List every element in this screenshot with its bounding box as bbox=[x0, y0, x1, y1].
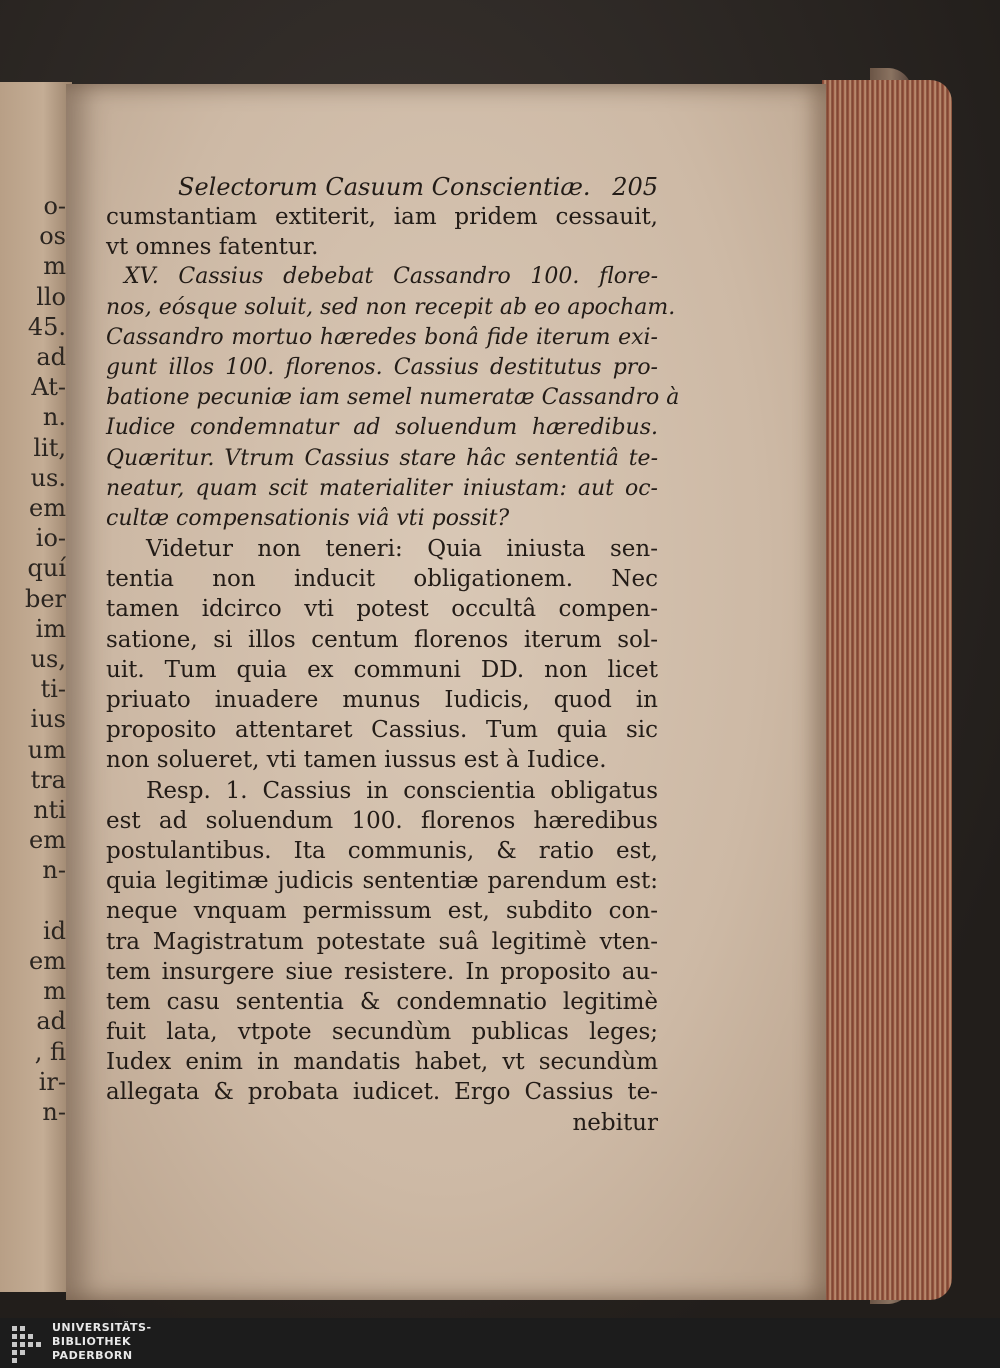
library-footer bbox=[0, 1318, 1000, 1368]
left-page-line-fragment: ius bbox=[30, 705, 66, 734]
text-line: neque vnquam permissum est, subdito con- bbox=[106, 898, 658, 925]
page-text bbox=[106, 172, 680, 1138]
left-page-line-fragment: em bbox=[29, 826, 66, 855]
left-page-line-fragment: ti- bbox=[40, 675, 66, 704]
page-edges bbox=[822, 80, 952, 1300]
library-name-line-2: BIBLIOTHEK bbox=[52, 1335, 132, 1348]
left-page-line-fragment: quí bbox=[27, 554, 66, 583]
left-page-line-fragment: ad bbox=[36, 343, 66, 371]
text-line: est ad soluendum 100. florenos hæredibus bbox=[106, 807, 658, 834]
left-page-line-fragment: 45. bbox=[27, 312, 66, 341]
text-line: Videtur non teneri: Quia iniusta sen- bbox=[146, 536, 658, 563]
left-page-line-fragment: em bbox=[29, 947, 66, 975]
left-page-line-fragment: io- bbox=[35, 524, 66, 553]
text-line: nebitur bbox=[572, 1109, 658, 1136]
text-line: tamen idcirco vti potest occultâ compen- bbox=[106, 596, 658, 623]
running-title: Selectorum Casuum Conscientiæ. bbox=[178, 173, 591, 201]
left-page-line-fragment: nti bbox=[33, 796, 66, 824]
text-line: cultæ compensationis viâ vti possit? bbox=[106, 505, 510, 531]
text-line: Resp. 1. Cassius in conscientia obligatus bbox=[146, 777, 658, 804]
left-page-line-fragment: n. bbox=[42, 403, 66, 432]
left-page-line-fragment: n- bbox=[42, 1098, 66, 1126]
left-page-line-fragment: us. bbox=[30, 463, 66, 492]
library-logo-icon bbox=[8, 1322, 44, 1364]
text-line: tem insurgere siue resistere. In proposito au- bbox=[106, 958, 658, 985]
left-page-line-fragment: em bbox=[29, 494, 66, 522]
right-page-block bbox=[62, 60, 912, 1300]
text-line: allegata & probata iudicet. Ergo Cassius te- bbox=[106, 1079, 658, 1106]
text-line: priuato inuadere munus Iudicis, quod in bbox=[106, 687, 658, 713]
text-line: Cassandro mortuo hæredes bonâ fide iterum exi- bbox=[106, 324, 658, 350]
text-line: XV. Cassius debebat Cassandro 100. flore- bbox=[124, 264, 658, 290]
left-page-line-fragment: us, bbox=[30, 645, 66, 673]
left-page-line-fragment: m bbox=[43, 977, 66, 1006]
page-number: 205 bbox=[612, 173, 658, 201]
left-page-line-fragment: ber bbox=[24, 584, 66, 613]
left-page-line-fragment: m bbox=[43, 252, 66, 281]
left-page-line-fragment: o- bbox=[43, 192, 66, 220]
left-page-line-fragment: ad bbox=[36, 1007, 66, 1036]
left-page-line-fragment: lit, bbox=[33, 433, 66, 462]
text-line: Quæritur. Vtrum Cassius stare hâc sententiâ te- bbox=[106, 445, 658, 471]
left-page-line-fragment: ir- bbox=[38, 1067, 66, 1096]
text-line: neatur, quam scit materialiter iniustam: aut oc- bbox=[106, 475, 658, 501]
left-page-line-fragment: At- bbox=[31, 373, 66, 402]
left-page-line-fragment: llo bbox=[36, 282, 66, 311]
left-page-line-fragment: tra bbox=[30, 765, 66, 794]
left-page-line-fragment: im bbox=[35, 614, 66, 643]
text-line: gunt illos 100. florenos. Cassius destitutus pro- bbox=[106, 354, 658, 380]
text-line: postulantibus. Ita communis, & ratio est, bbox=[106, 837, 658, 864]
text-line: tentia non inducit obligationem. Nec bbox=[106, 566, 658, 593]
right-page bbox=[66, 84, 826, 1300]
left-page-line-fragment: id bbox=[42, 916, 66, 945]
text-line: vt omnes fatentur. bbox=[106, 234, 319, 261]
library-name bbox=[52, 1321, 152, 1363]
text-line: cumstantiam extiterit, iam pridem cessauit, bbox=[106, 204, 658, 230]
running-header bbox=[106, 172, 658, 202]
text-line: quia legitimæ judicis sententiæ parendum est: bbox=[106, 868, 658, 895]
body-lines bbox=[106, 202, 680, 1138]
text-line: tra Magistratum potestate suâ legitimè vten- bbox=[106, 928, 658, 955]
library-name-line-1: UNIVERSITÄTS- bbox=[52, 1321, 152, 1334]
text-line: tem casu sententia & condemnatio legitimè bbox=[106, 988, 658, 1015]
text-line: proposito attentaret Cassius. Tum quia sic bbox=[106, 717, 658, 744]
text-line: Iudex enim in mandatis habet, vt secundùm bbox=[106, 1049, 658, 1076]
text-line: uit. Tum quia ex communi DD. non licet bbox=[106, 656, 658, 683]
text-line: satione, si illos centum florenos iterum sol- bbox=[106, 626, 658, 653]
text-line: non solueret, vti tamen iussus est à Iudice. bbox=[106, 747, 607, 774]
left-page-line-fragment: os bbox=[39, 222, 66, 251]
library-name-line-3: PADERBORN bbox=[52, 1349, 133, 1362]
left-page-line-fragment: um bbox=[27, 735, 66, 764]
text-line: nos, eósque soluit, sed non recepit ab eo apocham. bbox=[106, 294, 676, 320]
text-line: Iudice condemnatur ad soluendum hæredibus. bbox=[106, 415, 658, 441]
text-line: batione pecuniæ iam semel numeratæ Cassandro à bbox=[106, 385, 680, 411]
text-line: fuit lata, vtpote secundùm publicas leges; bbox=[106, 1019, 658, 1046]
left-page-line-fragment: , fi bbox=[34, 1037, 66, 1066]
left-page-line-fragment: n- bbox=[42, 856, 66, 885]
